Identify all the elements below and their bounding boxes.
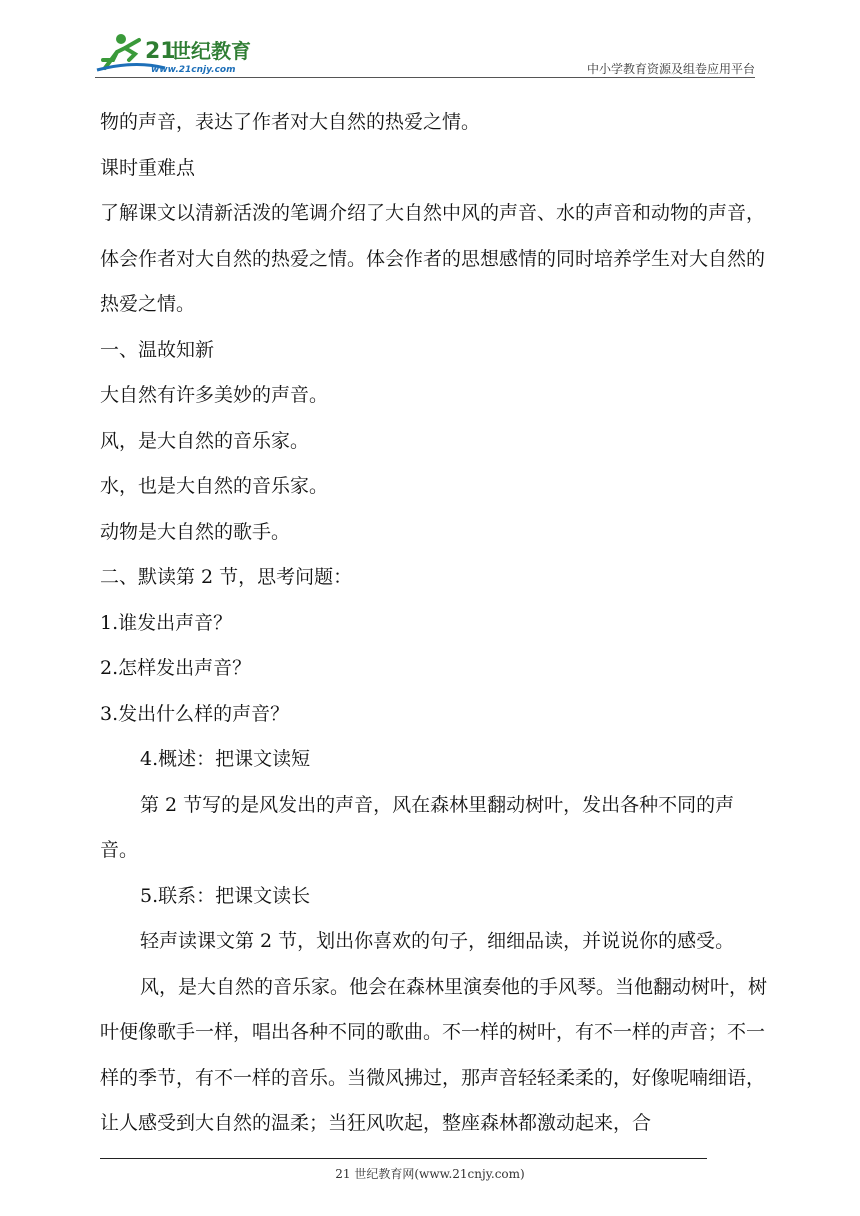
text-line: 大自然有许多美妙的声音。 — [100, 384, 329, 406]
document-body — [100, 100, 770, 1147]
question-item: 3.发出什么样的声音？ — [100, 702, 290, 725]
svg-text:www.21cnjy.com: www.21cnjy.com — [151, 65, 236, 75]
section-heading: 课时重难点 — [100, 156, 196, 179]
site-logo — [95, 30, 265, 76]
footer-divider — [100, 1158, 707, 1159]
text-line: 风，是大自然的音乐家。 — [100, 429, 310, 452]
header-divider — [95, 77, 755, 78]
section-heading: 一、温故知新 — [100, 338, 215, 361]
question-item: 2.怎样发出声音？ — [100, 657, 252, 679]
svg-text:21: 21 — [145, 39, 176, 64]
text-line: 物的声音，表达了作者对大自然的热爱之情。 — [100, 111, 481, 133]
text-line: 动物是大自然的歌手。 — [100, 520, 291, 543]
paragraph: 了解课文以清新活泼的笔调介绍了大自然中风的声音、水的声音和动物的声音，体会作者对大自然的热爱之情。体会作者的思想感情的同时培养学生对大自然的热爱之情。 — [100, 202, 766, 315]
subheading: 4.概述：把课文读短 — [140, 748, 311, 770]
footer-text: 21 世纪教育网(www.21cnjy.com) — [335, 1167, 525, 1181]
page-header — [95, 30, 755, 80]
paragraph: 轻声读课文第 2 节，划出你喜欢的句子，细细品读，并说说你的感受。 — [140, 930, 735, 952]
section-heading: 二、默读第 2 节，思考问题： — [100, 566, 353, 588]
subheading: 5.联系：把课文读长 — [140, 884, 311, 907]
question-item: 1.谁发出声音？ — [100, 611, 233, 634]
paragraph: 风，是大自然的音乐家。他会在森林里演奏他的手风琴。当他翻动树叶，树叶便像歌手一样，唱出各种不同的歌曲。不一样的树叶，有不一样的声音；不一样的季节，有不一样的音乐。当微风拂过，那声音轻轻柔柔的，好像呢喃细语，让人感受到大自然的温柔；当狂风吹起，整座森林都激动起来，合 — [100, 975, 768, 1134]
header-platform-text: 中小学教育资源及组卷应用平台 — [586, 62, 755, 76]
text-line: 水，也是大自然的音乐家。 — [100, 475, 329, 497]
paragraph: 第 2 节写的是风发出的声音，风在森林里翻动树叶，发出各种不同的声音。 — [100, 793, 735, 861]
svg-text:世纪教育: 世纪教育 — [171, 39, 251, 63]
